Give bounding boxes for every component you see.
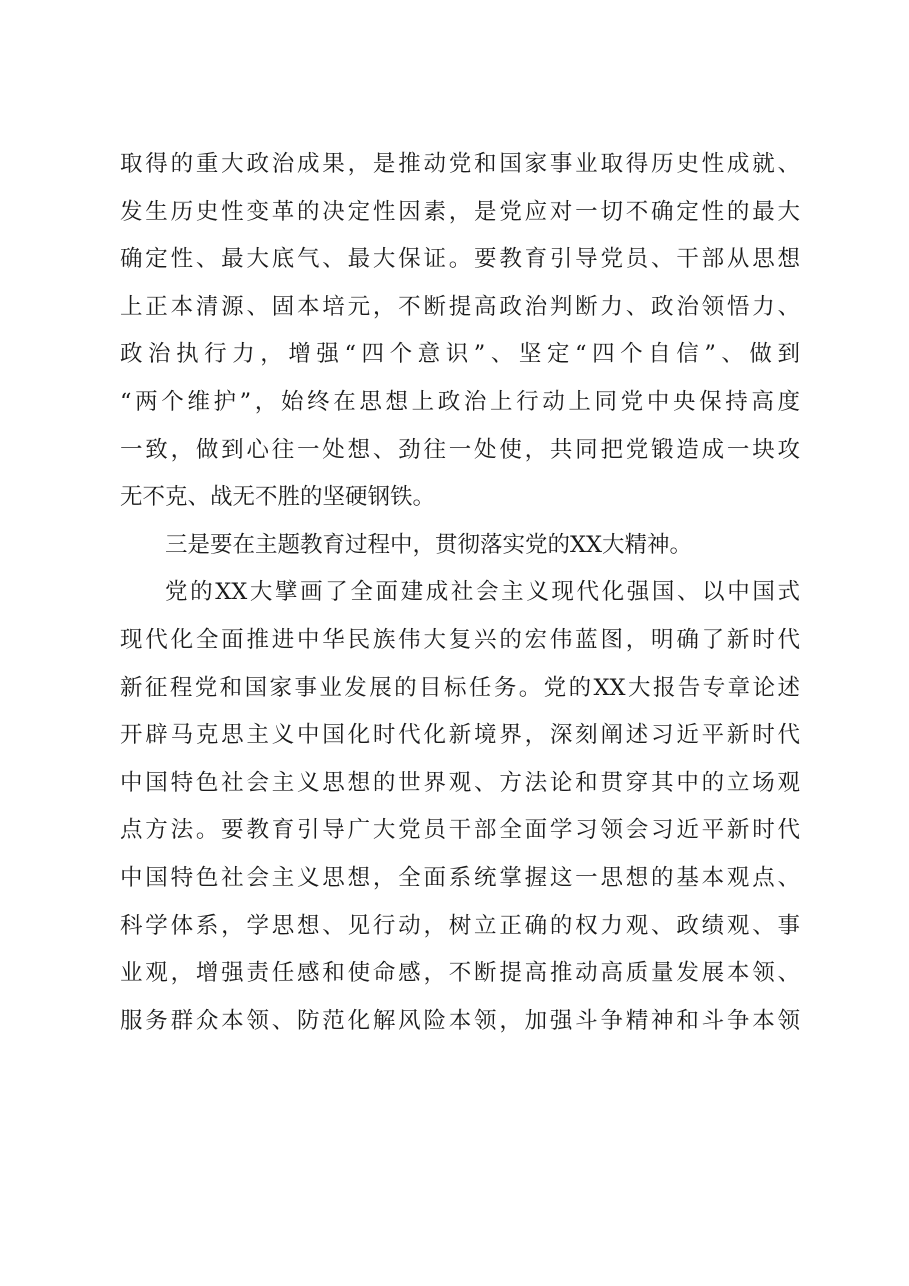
text-line: 上正本清源、固本培元，不断提高政治判断力、政治领悟力、 [120, 293, 800, 320]
text-line: 中国特色社会主义思想，全面系统掌握这一思想的基本观点、 [120, 864, 800, 891]
text-line: 现代化全面推进中华民族伟大复兴的宏伟蓝图，明确了新时代 [120, 626, 800, 653]
text-line: 服务群众本领、防范化解风险本领，加强斗争精神和斗争本领 [120, 1007, 800, 1034]
text-line: 业观，增强责任感和使命感，不断提高推动高质量发展本领、 [120, 960, 800, 987]
text-line: 政治执行力，增强“四个意识”、坚定“四个自信”、做到 [120, 341, 800, 368]
text-line: 无不克、战无不胜的坚硬钢铁。 [120, 484, 436, 511]
text-line: 取得的重大政治成果，是推动党和国家事业取得历史性成就、 [120, 151, 800, 177]
text-line: 确定性、最大底气、最大保证。要教育引导党员、干部从思想 [120, 246, 800, 273]
text-line: 点方法。要教育引导广大党员干部全面学习领会习近平新时代 [120, 817, 800, 844]
text-line: 三是要在主题教育过程中，贯彻落实党的XX大精神。 [165, 531, 693, 558]
text-line: 党的XX大擘画了全面建成社会主义现代化强国、以中国式 [165, 579, 800, 606]
text-line: 发生历史性变革的决定性因素，是党应对一切不确定性的最大 [120, 198, 800, 225]
paragraph-3 [120, 569, 800, 1045]
text-line: 一致，做到心往一处想、劲往一处使，共同把党锻造成一块攻 [120, 436, 800, 463]
document-body [120, 141, 800, 1045]
paragraph-2-heading [120, 522, 800, 570]
text-line: 科学体系，学思想、见行动，树立正确的权力观、政绩观、事 [120, 912, 800, 939]
text-line: 开辟马克思主义中国化时代化新境界，深刻阐述习近平新时代 [120, 722, 800, 749]
text-line: 新征程党和国家事业发展的目标任务。党的XX大报告专章论述 [120, 674, 800, 701]
text-line: “两个维护”，始终在思想上政治上行动上同党中央保持高度 [120, 388, 800, 415]
paragraph-1 [120, 141, 800, 522]
text-line: 中国特色社会主义思想的世界观、方法论和贯穿其中的立场观 [120, 769, 800, 796]
